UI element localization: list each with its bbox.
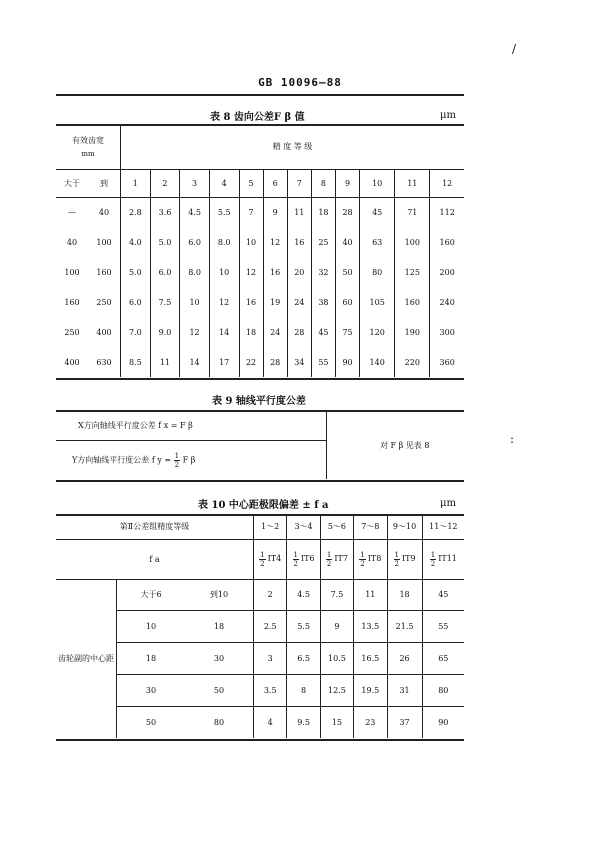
margin-dots: : [510,432,515,446]
grade-head-2: 2 [150,169,180,197]
table8-grade-head: 精 度 等 级 [121,125,465,169]
fa-it-grade: IT4 [267,554,282,563]
table8-value: 80 [360,257,395,287]
table8-row [56,287,464,317]
table8-unit: μm [440,110,456,121]
row-from: 50 [145,717,157,727]
page-header: GB 10096—88 [258,76,342,89]
table8-value: 16 [287,227,311,257]
grade-head-3: 3 [180,169,210,197]
row-from: — [68,207,76,217]
grade-range-0: 1～2 [254,515,287,539]
table8-value: 40 [336,227,360,257]
grade-head-9: 9 [336,169,360,197]
table10-value: 11 [354,579,387,611]
row-label: 齿轮副的中心距 [56,579,117,738]
table10-value: 7.5 [320,579,353,611]
col-from-head: 大于 [56,169,88,197]
table10-value: 5.5 [287,611,320,643]
table9-bottom-rule [56,480,464,482]
table8-value: 4.0 [121,227,151,257]
y-label-fraction [174,452,180,469]
table8-value: 50 [336,257,360,287]
table8-value: 32 [311,257,335,287]
table8-value: 28 [287,317,311,347]
row-to: 到10 [185,579,254,611]
fa-value-3 [354,539,387,579]
table9-x-label: X方向轴线平行度公差 f x = F β [78,421,193,430]
table8-value: 7.5 [150,287,180,317]
fa-value-4 [387,539,422,579]
fa-value-5 [422,539,464,579]
frac-den: 2 [260,559,265,568]
frac-den: 2 [174,461,180,469]
table8-value: 7 [239,197,263,227]
fa-value-2 [320,539,353,579]
fa-fraction [293,551,299,568]
table8-value: 112 [439,207,455,217]
grade-head-8: 8 [311,169,335,197]
table8-row [56,227,464,257]
table8-value: 71 [395,197,430,227]
row-from: 18 [117,643,186,675]
table8-value: 34 [287,347,311,377]
table8-value: 25 [311,227,335,257]
table10-value: 26 [387,643,422,675]
table8-row [56,347,464,377]
table10-row [56,611,464,643]
table8-value: 6.0 [150,257,180,287]
frac-num: 1 [394,550,399,559]
table8-value: 3.6 [150,197,180,227]
frac-num: 1 [293,550,298,559]
fa-fraction [259,551,265,568]
table8-bottom-rule [56,378,464,380]
table10-value: 90 [438,717,449,727]
table8-value: 60 [336,287,360,317]
table10-value: 12.5 [320,674,353,706]
table8-value: 6.0 [121,287,151,317]
grade-range-4: 9～10 [387,515,422,539]
width-head-unit: mm [81,150,95,159]
table8-value: 24 [263,317,287,347]
table8-value: 8.0 [209,227,239,257]
table8-value: 14 [209,317,239,347]
table10-value: 2.5 [254,611,287,643]
row-from: 大于6 [117,579,186,611]
frac-num: 1 [326,550,332,559]
table10-value: 31 [387,674,422,706]
table8-value: 5.5 [209,197,239,227]
table9-mid-rule [56,440,326,441]
table10-value: 19.5 [354,674,387,706]
table10-value: 65 [422,643,464,675]
fa-value-1 [287,539,320,579]
table9-top-rule [56,410,464,412]
table8-value: 360 [439,357,455,367]
y-label-suffix: F β [182,455,196,465]
grade-head-4: 4 [209,169,239,197]
fa-it-grade: IT6 [301,554,315,563]
grade-range-2: 5～6 [320,515,353,539]
table8-value: 7.0 [121,317,151,347]
frac-den: 2 [326,559,332,568]
table8-value: 28 [263,347,287,377]
table10-caption: 表 10 中心距极限偏差 ± f a [198,500,329,511]
table8-value: 220 [395,347,430,377]
table8-value: 19 [263,287,287,317]
table10-value: 13.5 [354,611,387,643]
fa-fraction [394,551,400,568]
table10-bottom-rule [56,739,464,741]
table10-value: 3 [254,643,287,675]
table10 [56,515,464,738]
fa-value-0 [254,539,287,579]
table8-caption: 表 8 齿向公差F β 值 [210,112,305,123]
table10-row [56,579,464,611]
row-to: 18 [185,611,254,643]
table8-row [56,257,464,287]
row-from: 10 [117,611,186,643]
row-to: 30 [185,643,254,675]
row-from: 160 [64,297,80,307]
table8-value: 45 [360,197,395,227]
table10-value: 4 [254,706,287,738]
table10-value: 37 [387,706,422,738]
corner-mark: / [512,42,517,56]
table10-value: 6.5 [287,643,320,675]
table10-value: 9 [320,611,353,643]
table8-width-head [56,125,121,169]
table8-value: 10 [180,287,210,317]
table8-value: 90 [336,347,360,377]
grade-range-3: 7～8 [354,515,387,539]
table8-value: 18 [311,197,335,227]
table8-value: 9 [263,197,287,227]
table8-value: 45 [311,317,335,347]
table10-row [56,674,464,706]
table8-value: 20 [287,257,311,287]
table10-value: 23 [354,706,387,738]
table8-value: 17 [209,347,239,377]
frac-num: 1 [260,550,265,559]
table10-row [56,706,464,738]
frac-num: 1 [430,550,436,559]
table10-value: 55 [422,611,464,643]
table10-row [56,643,464,675]
table8-value: 10 [209,257,239,287]
table8-value: 240 [439,297,455,307]
row-to: 400 [88,317,121,347]
table9-y-label [72,452,195,469]
table8-value: 16 [239,287,263,317]
frac-den: 2 [360,559,365,568]
table8-value: 4.5 [180,197,210,227]
row-from: 250 [64,327,80,337]
fa-it-grade: IT11 [438,554,457,563]
grade-head-7: 7 [287,169,311,197]
table10-value: 80 [422,674,464,706]
table8-value: 8.0 [180,257,210,287]
table8-value: 24 [287,287,311,317]
table8-value: 5.0 [121,257,151,287]
row-to: 40 [88,197,121,227]
table10-value: 8 [287,674,320,706]
table8-value: 11 [150,347,180,377]
width-head-label: 有效齿宽 [72,136,104,146]
row-to: 630 [88,347,121,377]
table8-value: 12 [239,257,263,287]
fa-it-grade: IT9 [402,554,416,563]
table8-value: 300 [439,327,455,337]
table9-note: 对 F β 见表 8 [380,441,430,450]
table8-value: 8.5 [121,347,151,377]
table10-group-head: 第Ⅱ公差组精度等级 [56,515,254,539]
table9-divider [326,411,327,479]
fa-fraction [430,551,436,568]
table8-value: 120 [360,317,395,347]
frac-den: 2 [293,559,298,568]
table8-value: 55 [311,347,335,377]
table8-value: 9.0 [150,317,180,347]
table8-value: 63 [360,227,395,257]
grade-range-1: 3～4 [287,515,320,539]
frac-num: 1 [360,550,365,559]
row-from: 400 [64,357,80,367]
row-from: 30 [117,674,186,706]
table8-value: 190 [395,317,430,347]
table8-value: 38 [311,287,335,317]
col-to-head: 到 [88,169,121,197]
table8-value: 14 [180,347,210,377]
table8-value: 28 [336,197,360,227]
table10-value: 2 [254,579,287,611]
table10-value: 3.5 [254,674,287,706]
grade-head-1: 1 [121,169,151,197]
y-label-prefix: Y方向轴线平行度公差 f y = [72,455,172,465]
table8-value: 125 [395,257,430,287]
table8-value: 11 [287,197,311,227]
fa-fraction [359,551,365,568]
header-rule [56,94,464,96]
row-from: 100 [64,267,80,277]
table8-value: 2.8 [121,197,151,227]
table8-value: 10 [239,227,263,257]
frac-den: 2 [394,559,399,568]
table10-value: 18 [387,579,422,611]
table8-value: 160 [439,237,455,247]
grade-head-12: 12 [430,169,464,197]
grade-head-10: 10 [360,169,395,197]
table8-row [56,317,464,347]
table8-value: 6.0 [180,227,210,257]
grade-head-11: 11 [395,169,430,197]
grade-head-5: 5 [239,169,263,197]
table8-value: 100 [395,227,430,257]
table8 [56,125,464,377]
table8-value: 75 [336,317,360,347]
table8-value: 16 [263,257,287,287]
table8-value: 140 [360,347,395,377]
table10-value: 4.5 [287,579,320,611]
frac-den: 2 [430,559,436,568]
row-to: 160 [88,257,121,287]
table10-value: 15 [320,706,353,738]
table9-caption: 表 9 轴线平行度公差 [212,396,306,407]
fa-it-grade: IT7 [334,554,348,563]
grade-head-6: 6 [263,169,287,197]
table8-value: 5.0 [150,227,180,257]
table10-fa-head: f a [56,539,254,579]
table10-value: 9.5 [287,706,320,738]
table8-value: 22 [239,347,263,377]
row-to: 80 [185,706,254,738]
table8-value: 200 [439,267,455,277]
table8-value: 105 [360,287,395,317]
table10-unit: μm [440,498,456,509]
table8-value: 12 [209,287,239,317]
frac-num: 1 [174,452,180,460]
table8-value: 12 [180,317,210,347]
fa-fraction [326,551,332,568]
grade-range-5: 11～12 [422,515,464,539]
row-from: 40 [66,237,78,247]
row-to: 250 [88,287,121,317]
table8-value: 12 [263,227,287,257]
row-to: 100 [88,227,121,257]
table10-value: 45 [422,579,464,611]
table8-value: 18 [239,317,263,347]
table10-value: 21.5 [387,611,422,643]
table10-value: 10.5 [320,643,353,675]
table8-row [56,197,464,227]
table10-value: 16.5 [354,643,387,675]
fa-it-grade: IT8 [367,554,382,563]
row-to: 50 [185,674,254,706]
table8-value: 160 [395,287,430,317]
